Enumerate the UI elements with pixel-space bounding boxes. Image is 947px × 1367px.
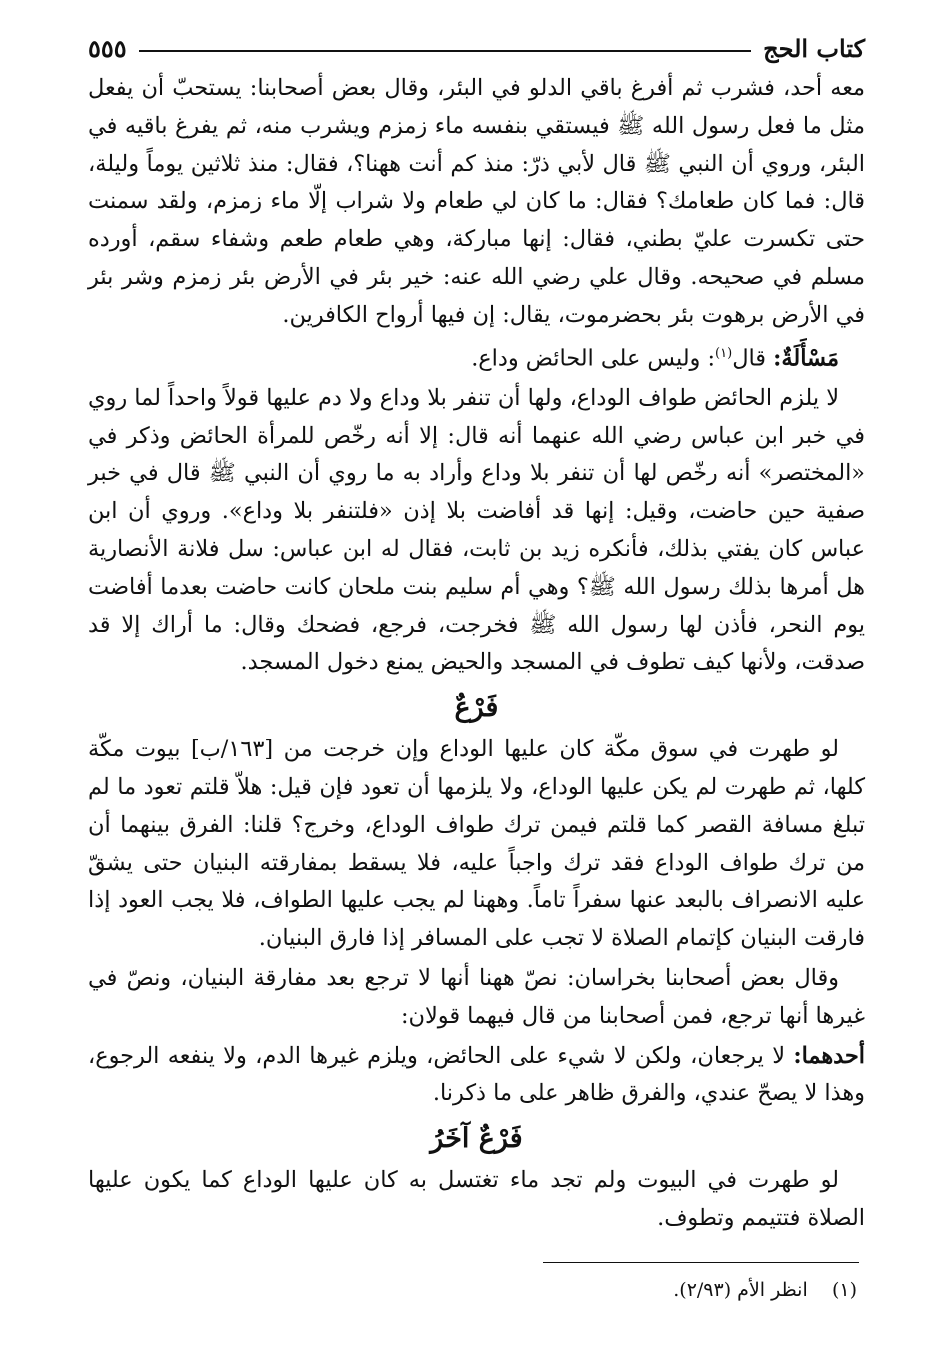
footnote-separator xyxy=(543,1262,859,1263)
masala-paragraph: مَسْأَلَةٌ: قال$^{(١)}$: وليس على الحائض وداع. xyxy=(471,345,839,372)
first-opinion-label: أحدهما: xyxy=(793,1042,865,1069)
paragraph: لو طهرت في البيوت ولم تجد ماء تغتسل به كان عليها الوداع كما يكون عليها الصلاة فتتيمم وتطوف. xyxy=(88,1167,865,1231)
page-number: ٥٥٥ xyxy=(88,33,127,63)
section-heading: فَرْعٌ xyxy=(454,692,499,724)
paragraph: معه أحد، فشرب ثم أفرغ باقي الدلو في البئر، وقال بعض أصحابنا: يستحبّ أن يفعل مثل ما فعل رسول الله ﷺ فيستقي بنفسه ماء زمزم ويشرب منه، ثم يفرغ باقيه في البئر، وروي أن النبي ﷺ قال لأبي ذرّ: منذ كم أنت ههنا؟، فقال: منذ ثلاثين يوماً وليلة، قال: فما كان طعامك؟ فقال: ما كان لي طعام ولا شراب إلّا ماء زمزم، ولقد سمنت حتى تكسرت عليّ بطني، فقال: إنها مباركة، وهي طعام طعم وشفاء سقم، أورده مسلم في صحيحه. وقال علي رضي الله عنه: خير بئر في الأرض بئر زمزم وشر بئر في الأرض برهوت بئر بحضرموت، يقال: إن فيها أرواح الكافرين. xyxy=(88,75,865,328)
paragraph: وقال بعض أصحابنا بخراسان: نصّ ههنا أنها لا ترجع بعد مفارقة البنيان، ونصّ في غيرها أنها ترجع، فمن أصحابنا من قال فيهما قولان: xyxy=(88,965,865,1029)
paragraph: أحدهما: لا يرجعان، ولكن لا شيء على الحائض، ويلزم غيرها الدم، ولا ينفعه الرجوع، وهذا لا يصحّ عندي، والفرق ظاهر على ما ذكرنا. xyxy=(88,1042,865,1107)
footnote-text: انظر الأم (٢/٩٣). xyxy=(673,1279,808,1301)
header-rule xyxy=(139,50,751,52)
paragraph: لا يلزم الحائض طواف الوداع، ولها أن تنفر بلا وداع ولا دم عليها قولاً واحداً لما روي في خبر ابن عباس رضي الله عنهما أنه قال: إلا أنه رخّص للمرأة الحائض وذكر في «المختصر» أنه رخّص لها أن تنفر بلا وداع وأراد به ما روي أن النبي ﷺ قال في خبر صفية حين حاضت، وقيل: إنها قد أفاضت بلا إذن «فلتنفر بلا وداع». وروي أن ابن عباس كان يفتي بذلك، فأنكره زيد بن ثابت، فقال له ابن عباس: سل فلانة الأنصارية هل أمرها بذلك رسول الله ﷺ؟ وهي أم سليم بنت ملحان كانت حاضت بعدما أفاضت يوم النحر، فأذن لها رسول الله ﷺ فخرجت، فرجع، فضحك وقال: ما أراك إلا قد صدقت، ولأنها كيف تطوف في المسجد والحيض يمنع دخول المسجد. xyxy=(88,384,865,676)
main-text xyxy=(88,70,865,1238)
page-header xyxy=(88,28,865,68)
footnote-ref[interactable]: (١) xyxy=(715,345,733,361)
footnote xyxy=(673,1276,857,1304)
chapter-title: كتاب الحج xyxy=(763,33,865,63)
section-heading: فَرْعٌ آخَرُ xyxy=(430,1123,523,1155)
masala-label: مَسْأَلَةٌ: xyxy=(773,345,839,372)
footnote-marker: (١) xyxy=(831,1279,857,1301)
paragraph: لو طهرت في سوق مكّة كان عليها الوداع وإن خرجت من [١٦٣/ب] بيوت مكّة كلها، ثم طهرت لم يكن عليها الوداع، ولا يلزمها أن تعود فإن قيل: هلاّ قلتم تعود ما لم تبلغ مسافة القصر كما قلتم فيمن ترك طواف الوداع، وخرج؟ قلنا: الفرق بينهما أن من ترك طواف الوداع فقد ترك واجباً عليه، فلا يسقط بمفارقته البنيان حتى يشقّ عليه الانصراف بالبعد عنها سفراً تاماً. وههنا لم يجب عليها الطواف، فلا يجب العود إذا فارقت البنيان كإتمام الصلاة لا تجب على المسافر إذا فارق البنيان. xyxy=(88,736,865,952)
